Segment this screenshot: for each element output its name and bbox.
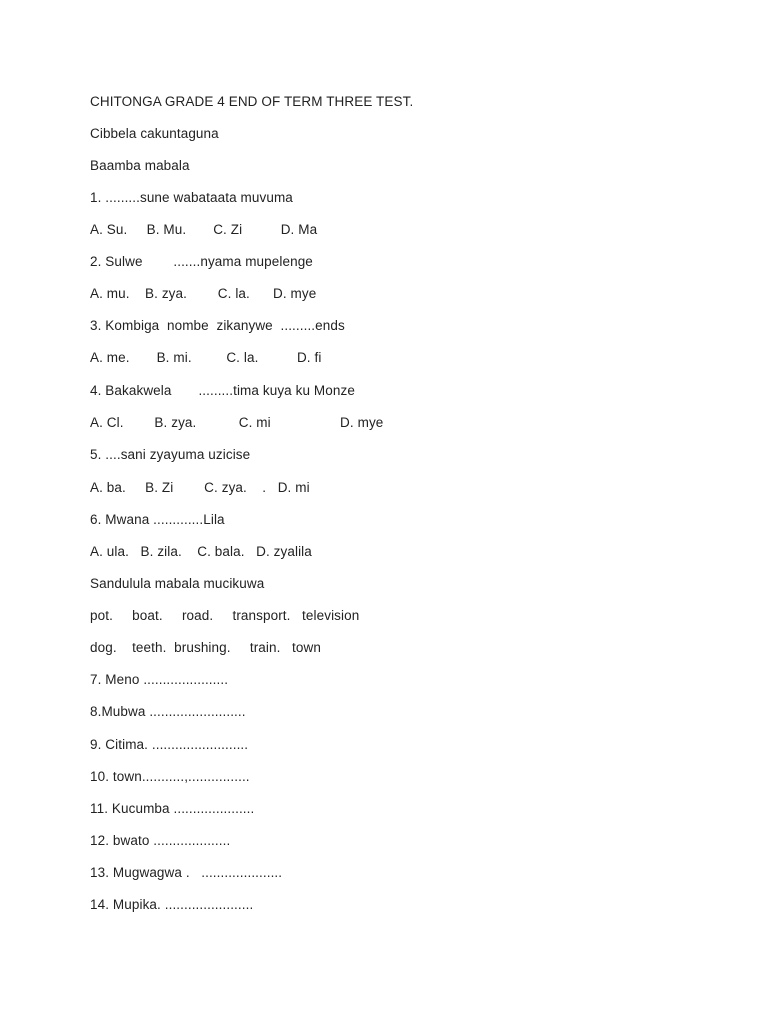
question-1-options: A. Su. B. Mu. C. Zi D. Ma	[90, 222, 318, 237]
question-2: 2. Sulwe .......nyama mupelenge	[90, 254, 313, 269]
question-10: 10. town...........,................	[90, 769, 250, 784]
question-14: 14. Mupika. .......................	[90, 897, 254, 912]
document-title: CHITONGA GRADE 4 END OF TERM THREE TEST.	[90, 94, 414, 109]
instruction-text: Baamba mabala	[90, 158, 190, 173]
question-2-options: A. mu. B. zya. C. la. D. mye	[90, 286, 317, 301]
document-subtitle: Cibbela cakuntaguna	[90, 126, 219, 141]
question-11: 11. Kucumba .....................	[90, 801, 255, 816]
question-6: 6. Mwana .............Lila	[90, 512, 225, 527]
instruction-text-2: Sandulula mabala mucikuwa	[90, 576, 265, 591]
word-bank-line-1: pot. boat. road. transport. television	[90, 608, 360, 623]
question-3-options: A. me. B. mi. C. la. D. fi	[90, 350, 322, 365]
question-3: 3. Kombiga nombe zikanywe .........ends	[90, 318, 345, 333]
question-6-options: A. ula. B. zila. C. bala. D. zyalila	[90, 544, 312, 559]
question-13: 13. Mugwagwa . .....................	[90, 865, 283, 880]
question-1: 1. .........sune wabataata muvuma	[90, 190, 293, 205]
question-9: 9. Citima. .........................	[90, 737, 249, 752]
question-12: 12. bwato ....................	[90, 833, 231, 848]
question-5-options: A. ba. B. Zi C. zya. . D. mi	[90, 480, 310, 495]
question-4-options: A. Cl. B. zya. C. mi D. mye	[90, 415, 384, 430]
question-7: 7. Meno ......................	[90, 672, 229, 687]
word-bank-line-2: dog. teeth. brushing. train. town	[90, 640, 321, 655]
question-8: 8.Mubwa .........................	[90, 704, 246, 719]
question-5: 5. ....sani zyayuma uzicise	[90, 447, 251, 462]
question-4: 4. Bakakwela .........tima kuya ku Monze	[90, 383, 355, 398]
